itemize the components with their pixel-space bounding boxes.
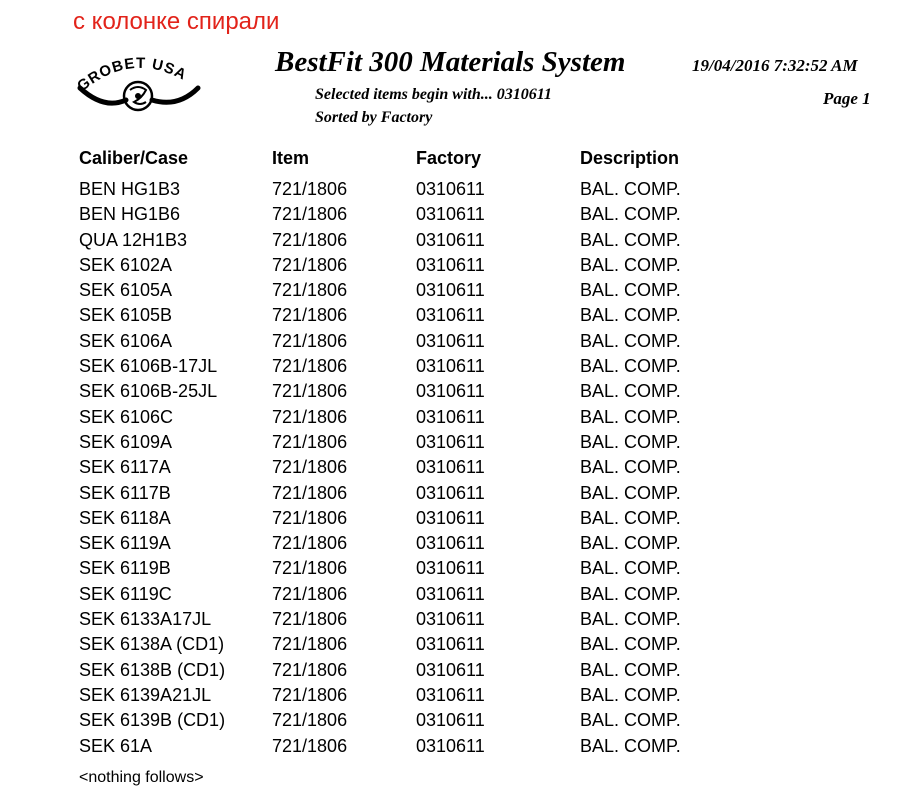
cell-description: BAL. COMP. bbox=[580, 583, 681, 604]
table-row bbox=[79, 584, 839, 609]
cell-description: BAL. COMP. bbox=[580, 431, 681, 452]
cell-factory: 0310611 bbox=[416, 609, 485, 630]
grobet-usa-logo bbox=[74, 48, 204, 116]
cell-item: 721/1806 bbox=[272, 533, 348, 554]
cell-caliber: SEK 6119A bbox=[79, 533, 171, 554]
cell-item: 721/1806 bbox=[272, 280, 348, 301]
cell-item: 721/1806 bbox=[272, 735, 348, 756]
cell-factory: 0310611 bbox=[416, 558, 485, 579]
table-row bbox=[79, 609, 839, 634]
cell-item: 721/1806 bbox=[272, 204, 348, 225]
cell-caliber: SEK 6106A bbox=[79, 330, 173, 351]
column-header-caliber: Caliber/Case bbox=[79, 148, 189, 168]
table-body bbox=[79, 179, 839, 761]
cell-caliber: SEK 6105A bbox=[79, 280, 173, 301]
cell-caliber: QUA 12H1B3 bbox=[79, 229, 188, 250]
materials-table bbox=[79, 148, 839, 761]
cell-caliber: SEK 6119B bbox=[79, 558, 171, 579]
cell-description: BAL. COMP. bbox=[580, 381, 681, 402]
cell-description: BAL. COMP. bbox=[580, 305, 681, 326]
cell-factory: 0310611 bbox=[416, 305, 485, 326]
cell-description: BAL. COMP. bbox=[580, 406, 681, 427]
cell-item: 721/1806 bbox=[272, 558, 348, 579]
cell-factory: 0310611 bbox=[416, 179, 485, 199]
cell-item: 721/1806 bbox=[272, 659, 348, 680]
cell-description: BAL. COMP. bbox=[580, 457, 681, 478]
cell-caliber: SEK 6119C bbox=[79, 583, 172, 604]
table-row bbox=[79, 230, 839, 255]
cell-caliber: SEK 6109A bbox=[79, 431, 173, 452]
cell-item: 721/1806 bbox=[272, 710, 348, 731]
column-header-factory: Factory bbox=[416, 148, 482, 168]
cell-item: 721/1806 bbox=[272, 457, 348, 478]
cell-item: 721/1806 bbox=[272, 406, 348, 427]
cell-factory: 0310611 bbox=[416, 684, 485, 705]
cell-description: BAL. COMP. bbox=[580, 204, 681, 225]
cell-item: 721/1806 bbox=[272, 583, 348, 604]
table-row bbox=[79, 179, 839, 204]
handwritten-annotation: с колонке спирали bbox=[73, 8, 280, 35]
table-row bbox=[79, 381, 839, 406]
cell-item: 721/1806 bbox=[272, 634, 348, 655]
cell-factory: 0310611 bbox=[416, 204, 485, 225]
cell-factory: 0310611 bbox=[416, 280, 485, 301]
page-number: Page 1 bbox=[823, 89, 871, 108]
cell-item: 721/1806 bbox=[272, 431, 348, 452]
cell-factory: 0310611 bbox=[416, 735, 485, 756]
cell-factory: 0310611 bbox=[416, 533, 485, 554]
cell-caliber: SEK 6106C bbox=[79, 406, 174, 427]
cell-description: BAL. COMP. bbox=[580, 179, 681, 199]
cell-description: BAL. COMP. bbox=[580, 634, 681, 655]
table-row bbox=[79, 432, 839, 457]
cell-item: 721/1806 bbox=[272, 179, 348, 199]
cell-description: BAL. COMP. bbox=[580, 710, 681, 731]
selection-criteria: Selected items begin with... 0310611 bbox=[315, 86, 552, 103]
table-row bbox=[79, 407, 839, 432]
cell-description: BAL. COMP. bbox=[580, 533, 681, 554]
cell-item: 721/1806 bbox=[272, 381, 348, 402]
table-row bbox=[79, 710, 839, 735]
cell-caliber: SEK 6117A bbox=[79, 457, 171, 478]
table-row bbox=[79, 533, 839, 558]
cell-description: BAL. COMP. bbox=[580, 609, 681, 630]
cell-factory: 0310611 bbox=[416, 507, 485, 528]
cell-description: BAL. COMP. bbox=[580, 735, 681, 756]
cell-item: 721/1806 bbox=[272, 356, 348, 377]
table-row bbox=[79, 508, 839, 533]
table-row bbox=[79, 634, 839, 659]
end-of-report-note: <nothing follows> bbox=[79, 769, 204, 786]
table-row bbox=[79, 660, 839, 685]
cell-item: 721/1806 bbox=[272, 229, 348, 250]
table-row bbox=[79, 280, 839, 305]
cell-factory: 0310611 bbox=[416, 330, 485, 351]
cell-description: BAL. COMP. bbox=[580, 482, 681, 503]
cell-factory: 0310611 bbox=[416, 457, 485, 478]
cell-item: 721/1806 bbox=[272, 507, 348, 528]
cell-description: BAL. COMP. bbox=[580, 330, 681, 351]
cell-factory: 0310611 bbox=[416, 356, 485, 377]
cell-item: 721/1806 bbox=[272, 254, 348, 275]
table-row bbox=[79, 305, 839, 330]
cell-caliber: SEK 6106B-25JL bbox=[79, 381, 218, 402]
logo-text: GROBET USA bbox=[74, 54, 190, 95]
column-header-description: Description bbox=[580, 148, 680, 168]
cell-description: BAL. COMP. bbox=[580, 558, 681, 579]
cell-item: 721/1806 bbox=[272, 482, 348, 503]
table-row bbox=[79, 356, 839, 381]
cell-caliber: SEK 6139B (CD1) bbox=[79, 710, 226, 731]
cell-factory: 0310611 bbox=[416, 381, 485, 402]
cell-description: BAL. COMP. bbox=[580, 229, 681, 250]
table-row bbox=[79, 255, 839, 280]
cell-caliber: SEK 6133A17JL bbox=[79, 609, 212, 630]
cell-caliber: SEK 6106B-17JL bbox=[79, 356, 218, 377]
cell-factory: 0310611 bbox=[416, 254, 485, 275]
cell-factory: 0310611 bbox=[416, 229, 485, 250]
cell-factory: 0310611 bbox=[416, 482, 485, 503]
cell-item: 721/1806 bbox=[272, 684, 348, 705]
cell-caliber: BEN HG1B6 bbox=[79, 204, 181, 225]
table-row bbox=[79, 204, 839, 229]
cell-factory: 0310611 bbox=[416, 634, 485, 655]
table-row bbox=[79, 558, 839, 583]
cell-description: BAL. COMP. bbox=[580, 280, 681, 301]
cell-description: BAL. COMP. bbox=[580, 507, 681, 528]
cell-caliber: SEK 6138A (CD1) bbox=[79, 634, 225, 655]
table-row bbox=[79, 331, 839, 356]
cell-caliber: BEN HG1B3 bbox=[79, 179, 181, 199]
cell-factory: 0310611 bbox=[416, 406, 485, 427]
cell-item: 721/1806 bbox=[272, 330, 348, 351]
table-row bbox=[79, 457, 839, 482]
table-header bbox=[79, 148, 839, 179]
cell-caliber: SEK 6105B bbox=[79, 305, 173, 326]
cell-factory: 0310611 bbox=[416, 583, 485, 604]
cell-item: 721/1806 bbox=[272, 609, 348, 630]
table-row bbox=[79, 685, 839, 710]
cell-caliber: SEK 6118A bbox=[79, 507, 171, 528]
cell-caliber: SEK 6117B bbox=[79, 482, 171, 503]
cell-item: 721/1806 bbox=[272, 305, 348, 326]
cell-description: BAL. COMP. bbox=[580, 659, 681, 680]
cell-caliber: SEK 61A bbox=[79, 735, 153, 756]
cell-factory: 0310611 bbox=[416, 710, 485, 731]
sort-order: Sorted by Factory bbox=[315, 109, 433, 126]
report-title: BestFit 300 Materials System bbox=[275, 46, 626, 78]
cell-caliber: SEK 6139A21JL bbox=[79, 684, 212, 705]
report-datetime: 19/04/2016 7:32:52 AM bbox=[692, 56, 858, 75]
cell-description: BAL. COMP. bbox=[580, 356, 681, 377]
column-header-item: Item bbox=[272, 148, 310, 168]
cell-factory: 0310611 bbox=[416, 431, 485, 452]
table-row bbox=[79, 483, 839, 508]
table-row bbox=[79, 736, 839, 761]
cell-caliber: SEK 6102A bbox=[79, 254, 173, 275]
cell-description: BAL. COMP. bbox=[580, 684, 681, 705]
cell-description: BAL. COMP. bbox=[580, 254, 681, 275]
cell-caliber: SEK 6138B (CD1) bbox=[79, 659, 226, 680]
cell-factory: 0310611 bbox=[416, 659, 485, 680]
